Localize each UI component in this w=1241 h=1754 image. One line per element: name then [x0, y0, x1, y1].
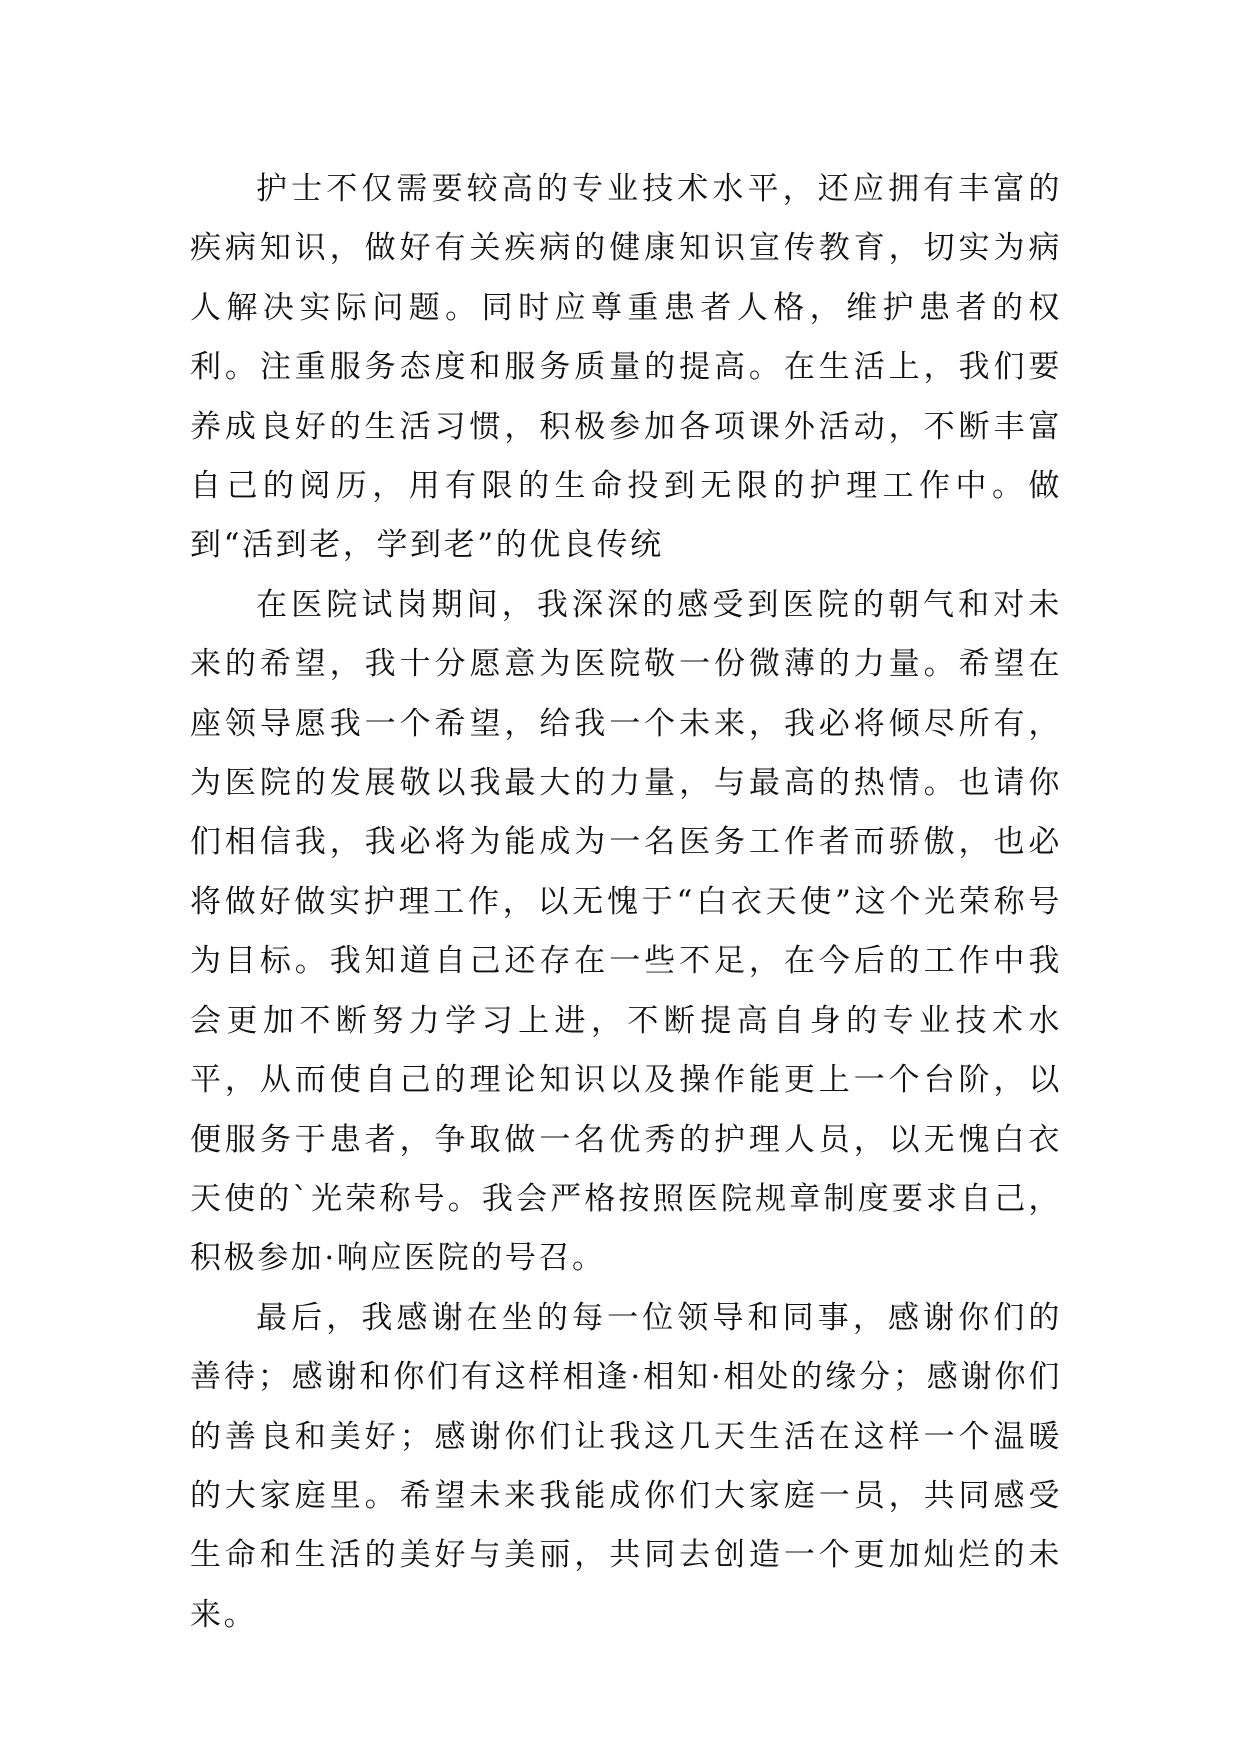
paragraph-3: 最后，我感谢在坐的每一位领导和同事，感谢你们的善待；感谢和你们有这样相逢·相知·相处的缘分；感谢你们的善良和美好；感谢你们让我这几天生活在这样一个温暖的大家庭里。希望未来我能成你们大家庭一员，共同感受生命和生活的美好与美丽，共同去创造一个更加灿烂的未来。 [190, 1299, 1062, 1633]
document-body [190, 160, 1062, 1645]
paragraph-1: 护士不仅需要较高的专业技术水平，还应拥有丰富的疾病知识，做好有关疾病的健康知识宣传教育，切实为病人解决实际问题。同时应尊重患者人格，维护患者的权利。注重服务态度和服务质量的提高。在生活上，我们要养成良好的生活习惯，积极参加各项课外活动，不断丰富自己的阅历，用有限的生命投到无限的护理工作中。做到“活到老，学到老”的优良传统 [190, 171, 1062, 564]
paragraph-2: 在医院试岗期间，我深深的感受到医院的朝气和对未来的希望，我十分愿意为医院敬一份微薄的力量。希望在座领导愿我一个希望，给我一个未来，我必将倾尽所有，为医院的发展敬以我最大的力量，与最高的热情。也请你们相信我，我必将为能成为一名医务工作者而骄傲，也必将做好做实护理工作，以无愧于“白衣天使”这个光荣称号为目标。我知道自己还存在一些不足，在今后的工作中我会更加不断努力学习上进，不断提高自身的专业技术水平，从而使自己的理论知识以及操作能更上一个台阶，以便服务于患者，争取做一名优秀的护理人员，以无愧白衣天使的`光荣称号。我会严格按照医院规章制度要求自己，积极参加·响应医院的号召。 [190, 586, 1062, 1277]
